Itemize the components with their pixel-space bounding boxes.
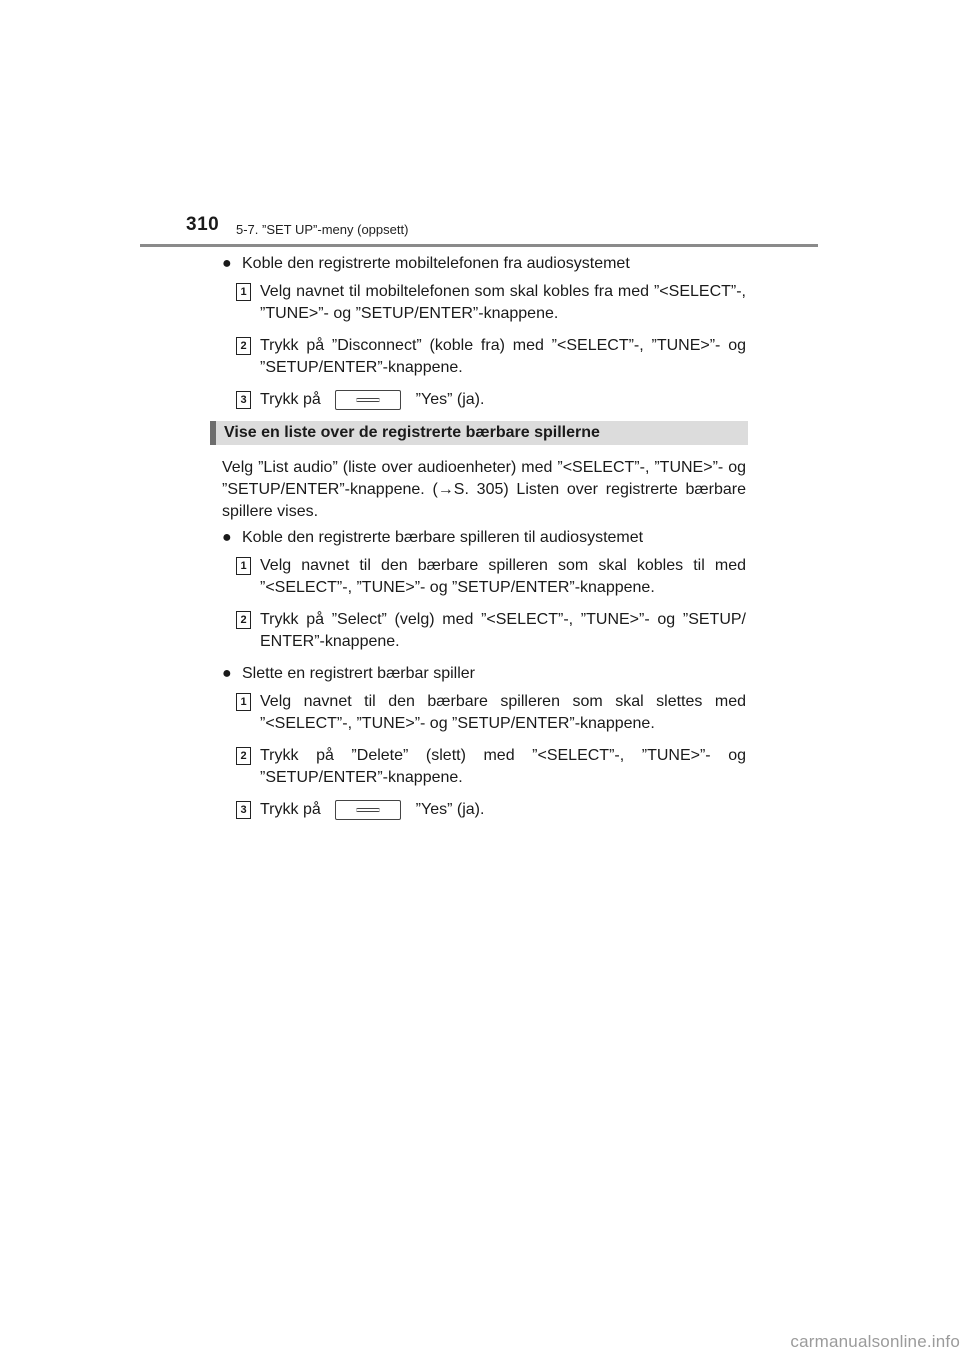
step-item bbox=[222, 609, 746, 653]
bullet-item bbox=[222, 527, 746, 549]
step-item bbox=[222, 389, 746, 411]
step-number: 2 bbox=[236, 611, 251, 629]
step-text-after: ”Yes” (ja). bbox=[415, 391, 485, 408]
bullet-icon: ● bbox=[222, 529, 232, 546]
step-item bbox=[222, 281, 746, 325]
step-number: 1 bbox=[236, 283, 251, 301]
intro-paragraph: Velg ”List audio” (liste over audioenheter) med ”<SELECT”-, ”TUNE>”- og ”SETUP/ENTER”-knappene. (→S. 305) Listen over registrerte bærbare spillere vises. bbox=[222, 459, 746, 520]
step-number: 1 bbox=[236, 693, 251, 711]
step-text-after: ”Yes” (ja). bbox=[415, 801, 485, 818]
header-divider bbox=[140, 244, 818, 247]
watermark: carmanualsonline.info bbox=[790, 1332, 960, 1351]
bullet-text: Slette en registrert bærbar spiller bbox=[242, 665, 475, 682]
bullet-icon: ● bbox=[222, 665, 232, 682]
bullet-item bbox=[222, 253, 746, 275]
step-text-before: Trykk på bbox=[260, 391, 321, 408]
step-number: 2 bbox=[236, 337, 251, 355]
step-text: Trykk på ”Disconnect” (koble fra) med ”<SELECT”-, ”TUNE>”- og ”SETUP/ENTER”-knappene. bbox=[260, 337, 746, 376]
step-number: 3 bbox=[236, 391, 251, 409]
step-item bbox=[222, 691, 746, 735]
step-number: 3 bbox=[236, 801, 251, 819]
step-item bbox=[222, 335, 746, 379]
step-text: Trykk på ”Select” (velg) med ”<SELECT”-, ”TUNE>”- og ”SETUP/ ENTER”-knappene. bbox=[260, 611, 746, 650]
step-number: 1 bbox=[236, 557, 251, 575]
step-item bbox=[222, 555, 746, 599]
page-header bbox=[186, 214, 818, 244]
step-text: Trykk på ”Delete” (slett) med ”<SELECT”-, ”TUNE>”- og ”SETUP/ENTER”-knappene. bbox=[260, 747, 746, 786]
button-icon bbox=[335, 390, 401, 410]
page-number: 310 bbox=[186, 214, 220, 235]
step-item bbox=[222, 799, 746, 821]
step-number: 2 bbox=[236, 747, 251, 765]
bullet-icon: ● bbox=[222, 255, 232, 272]
step-text: Velg navnet til mobiltelefonen som skal kobles fra med ”<SELECT”-, ”TUNE>”- og ”SETUP/ENTER”-knappene. bbox=[260, 283, 746, 322]
bullet-text: Koble den registrerte mobiltelefonen fra audiosystemet bbox=[242, 255, 630, 272]
bullet-item bbox=[222, 663, 746, 685]
page-content bbox=[222, 253, 746, 831]
button-icon bbox=[335, 800, 401, 820]
step-text: Velg navnet til den bærbare spilleren som skal kobles til med ”<SELECT”-, ”TUNE>”- og ”SETUP/ENTER”-knappene. bbox=[260, 557, 746, 596]
subheading: Vise en liste over de registrerte bærbare spillerne bbox=[210, 421, 748, 445]
step-text-before: Trykk på bbox=[260, 801, 321, 818]
bullet-text: Koble den registrerte bærbare spilleren til audiosystemet bbox=[242, 529, 644, 546]
section-title: 5-7. ”SET UP”-meny (oppsett) bbox=[236, 222, 409, 237]
step-text: Velg navnet til den bærbare spilleren som skal slettes med ”<SELECT”-, ”TUNE>”- og ”SETUP/ENTER”-knappene. bbox=[260, 693, 746, 732]
step-item bbox=[222, 745, 746, 789]
